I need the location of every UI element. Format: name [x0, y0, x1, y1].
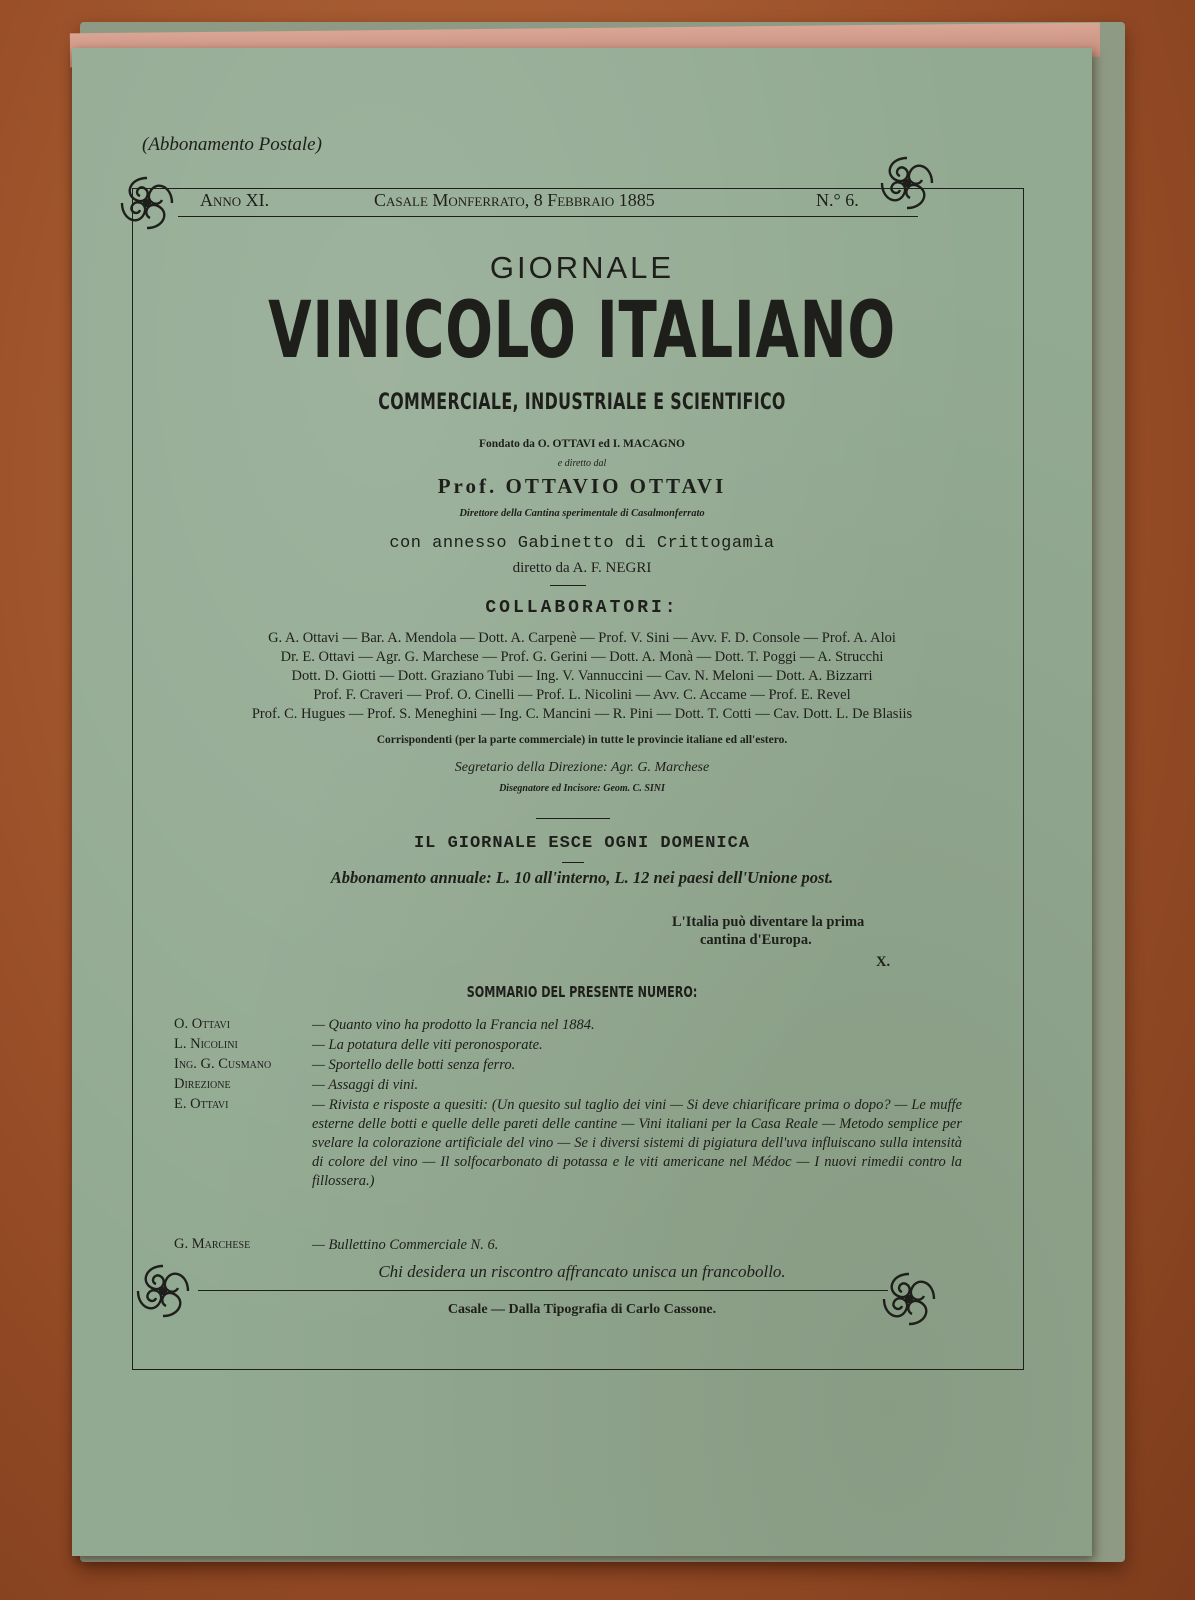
year-label: Anno XI.: [200, 190, 270, 210]
stamp-note: Chi desidera un riscontro affrancato unisca un francobollo.: [378, 1262, 786, 1281]
summary-author: O. Ottavi: [174, 1016, 231, 1032]
journal-cover: [72, 48, 1092, 1556]
corner-ornament-top-right-icon: [876, 152, 938, 214]
summary-title: — La potatura delle viti peronosporate.: [312, 1037, 543, 1053]
masthead-title: VINICOLO ITALIANO: [268, 286, 896, 376]
motto-line-2: cantina d'Europa.: [700, 932, 812, 948]
secretary-line: Segretario della Direzione: Agr. G. Marchese: [454, 760, 710, 775]
issue-number: N.° 6.: [816, 190, 859, 210]
header-rule: [178, 216, 918, 217]
director-role: Direttore della Cantina sperimentale di Casalmonferrato: [459, 508, 705, 519]
summary-author: L. Nicolini: [174, 1036, 238, 1052]
summary-author: Ing. G. Cusmano: [174, 1056, 272, 1072]
collaborators-line: Dr. E. Ottavi — Agr. G. Marchese — Prof. G. Gerini — Dott. A. Monà — Dott. T. Poggi — A. Strucchi: [280, 649, 884, 665]
summary-title: — Bullettino Commerciale N. 6.: [312, 1237, 499, 1253]
summary-title: — Assaggi di vini.: [312, 1077, 419, 1093]
small-divider-2: [562, 862, 584, 863]
founded-by: Fondato da O. OTTAVI ed I. MACAGNO: [479, 438, 685, 450]
footer-rule: [198, 1290, 888, 1291]
summary-author: G. Marchese: [174, 1236, 251, 1252]
summary-heading: SOMMARIO DEL PRESENTE NUMERO:: [466, 983, 698, 1001]
collaborators-line: Prof. C. Hugues — Prof. S. Meneghini — Ing. C. Mancini — R. Pini — Dott. T. Cotti — Cav. Dott. L. De Blasiis: [251, 706, 913, 722]
small-divider: [550, 585, 586, 586]
engraver-line: Disegnatore ed Incisore: Geom. C. SINI: [499, 783, 665, 794]
collaborators-heading: COLLABORATORI:: [485, 598, 679, 618]
correspondents-note: Corrispondenti (per la parte commerciale) in tutte le provincie italiane ed all'estero.: [376, 734, 788, 746]
annex-director: diretto da A. F. NEGRI: [512, 560, 652, 576]
subscription-note: (Abbonamento Postale): [142, 134, 322, 155]
directed-by-label: e diretto dal: [557, 458, 607, 469]
place-date: Casale Monferrato, 8 Febbraio 1885: [374, 190, 655, 210]
publication-frequency: IL GIORNALE ESCE OGNI DOMENICA: [413, 834, 751, 853]
director-name: Prof. OTTAVIO OTTAVI: [437, 474, 727, 498]
summary-title: — Quanto vino ha prodotto la Francia nel 1884.: [312, 1017, 595, 1033]
summary-title: — Sportello delle botti senza ferro.: [312, 1057, 516, 1073]
summary-author: Direzione: [174, 1076, 231, 1092]
collaborators-line: Prof. F. Craveri — Prof. O. Cinelli — Prof. L. Nicolini — Avv. C. Accame — Prof. E. Revel: [313, 687, 851, 703]
masthead-subtitle: COMMERCIALE, INDUSTRIALE E SCIENTIFICO: [378, 390, 786, 415]
motto-signature: X.: [876, 954, 891, 970]
annex-line: con annesso Gabinetto di Crittogamìa: [389, 534, 775, 553]
collaborators-line: Dott. D. Giotti — Dott. Graziano Tubi — Ing. V. Vannuccini — Cav. N. Meloni — Dott. A. Bizzarri: [291, 668, 873, 684]
summary-heading-wrap: [72, 980, 1092, 1004]
summary-title: — Rivista e risposte a quesiti: (Un quesito sul taglio dei vini — Si deve chiarificare prima o dopo? — Le muffe esterne delle botti e quelle delle pareti delle cantine — Vini italiani per la Casa Reale — Metodo semplice per svelare la colorazione artificiale del vino — Se i diversi sistemi di pigiatura dell'uva influiscano sulla intensità di colore del vino — Il solfocarbonato di potassa e le viti americane nel Médoc — I nuovi rimedii contro la fillossera.): [312, 1097, 962, 1189]
collaborators-line: G. A. Ottavi — Bar. A. Mendola — Dott. A. Carpenè — Prof. V. Sini — Avv. F. D. Console — Prof. A. Aloi: [268, 630, 896, 646]
masthead-title-wrap: [72, 286, 1092, 376]
subscription-price: Abbonamento annuale: L. 10 all'interno, L. 12 nei paesi dell'Unione post.: [330, 868, 834, 887]
corner-ornament-top-left-icon: [116, 172, 178, 234]
printer-line: Casale — Dalla Tipografia di Carlo Cassone.: [447, 1302, 717, 1317]
subtitle-wrap: [72, 388, 1092, 418]
section-divider: [536, 818, 610, 819]
masthead-kicker: GIORNALE: [489, 250, 675, 285]
motto-line-1: L'Italia può diventare la prima: [672, 914, 865, 930]
summary-author: E. Ottavi: [174, 1096, 229, 1112]
